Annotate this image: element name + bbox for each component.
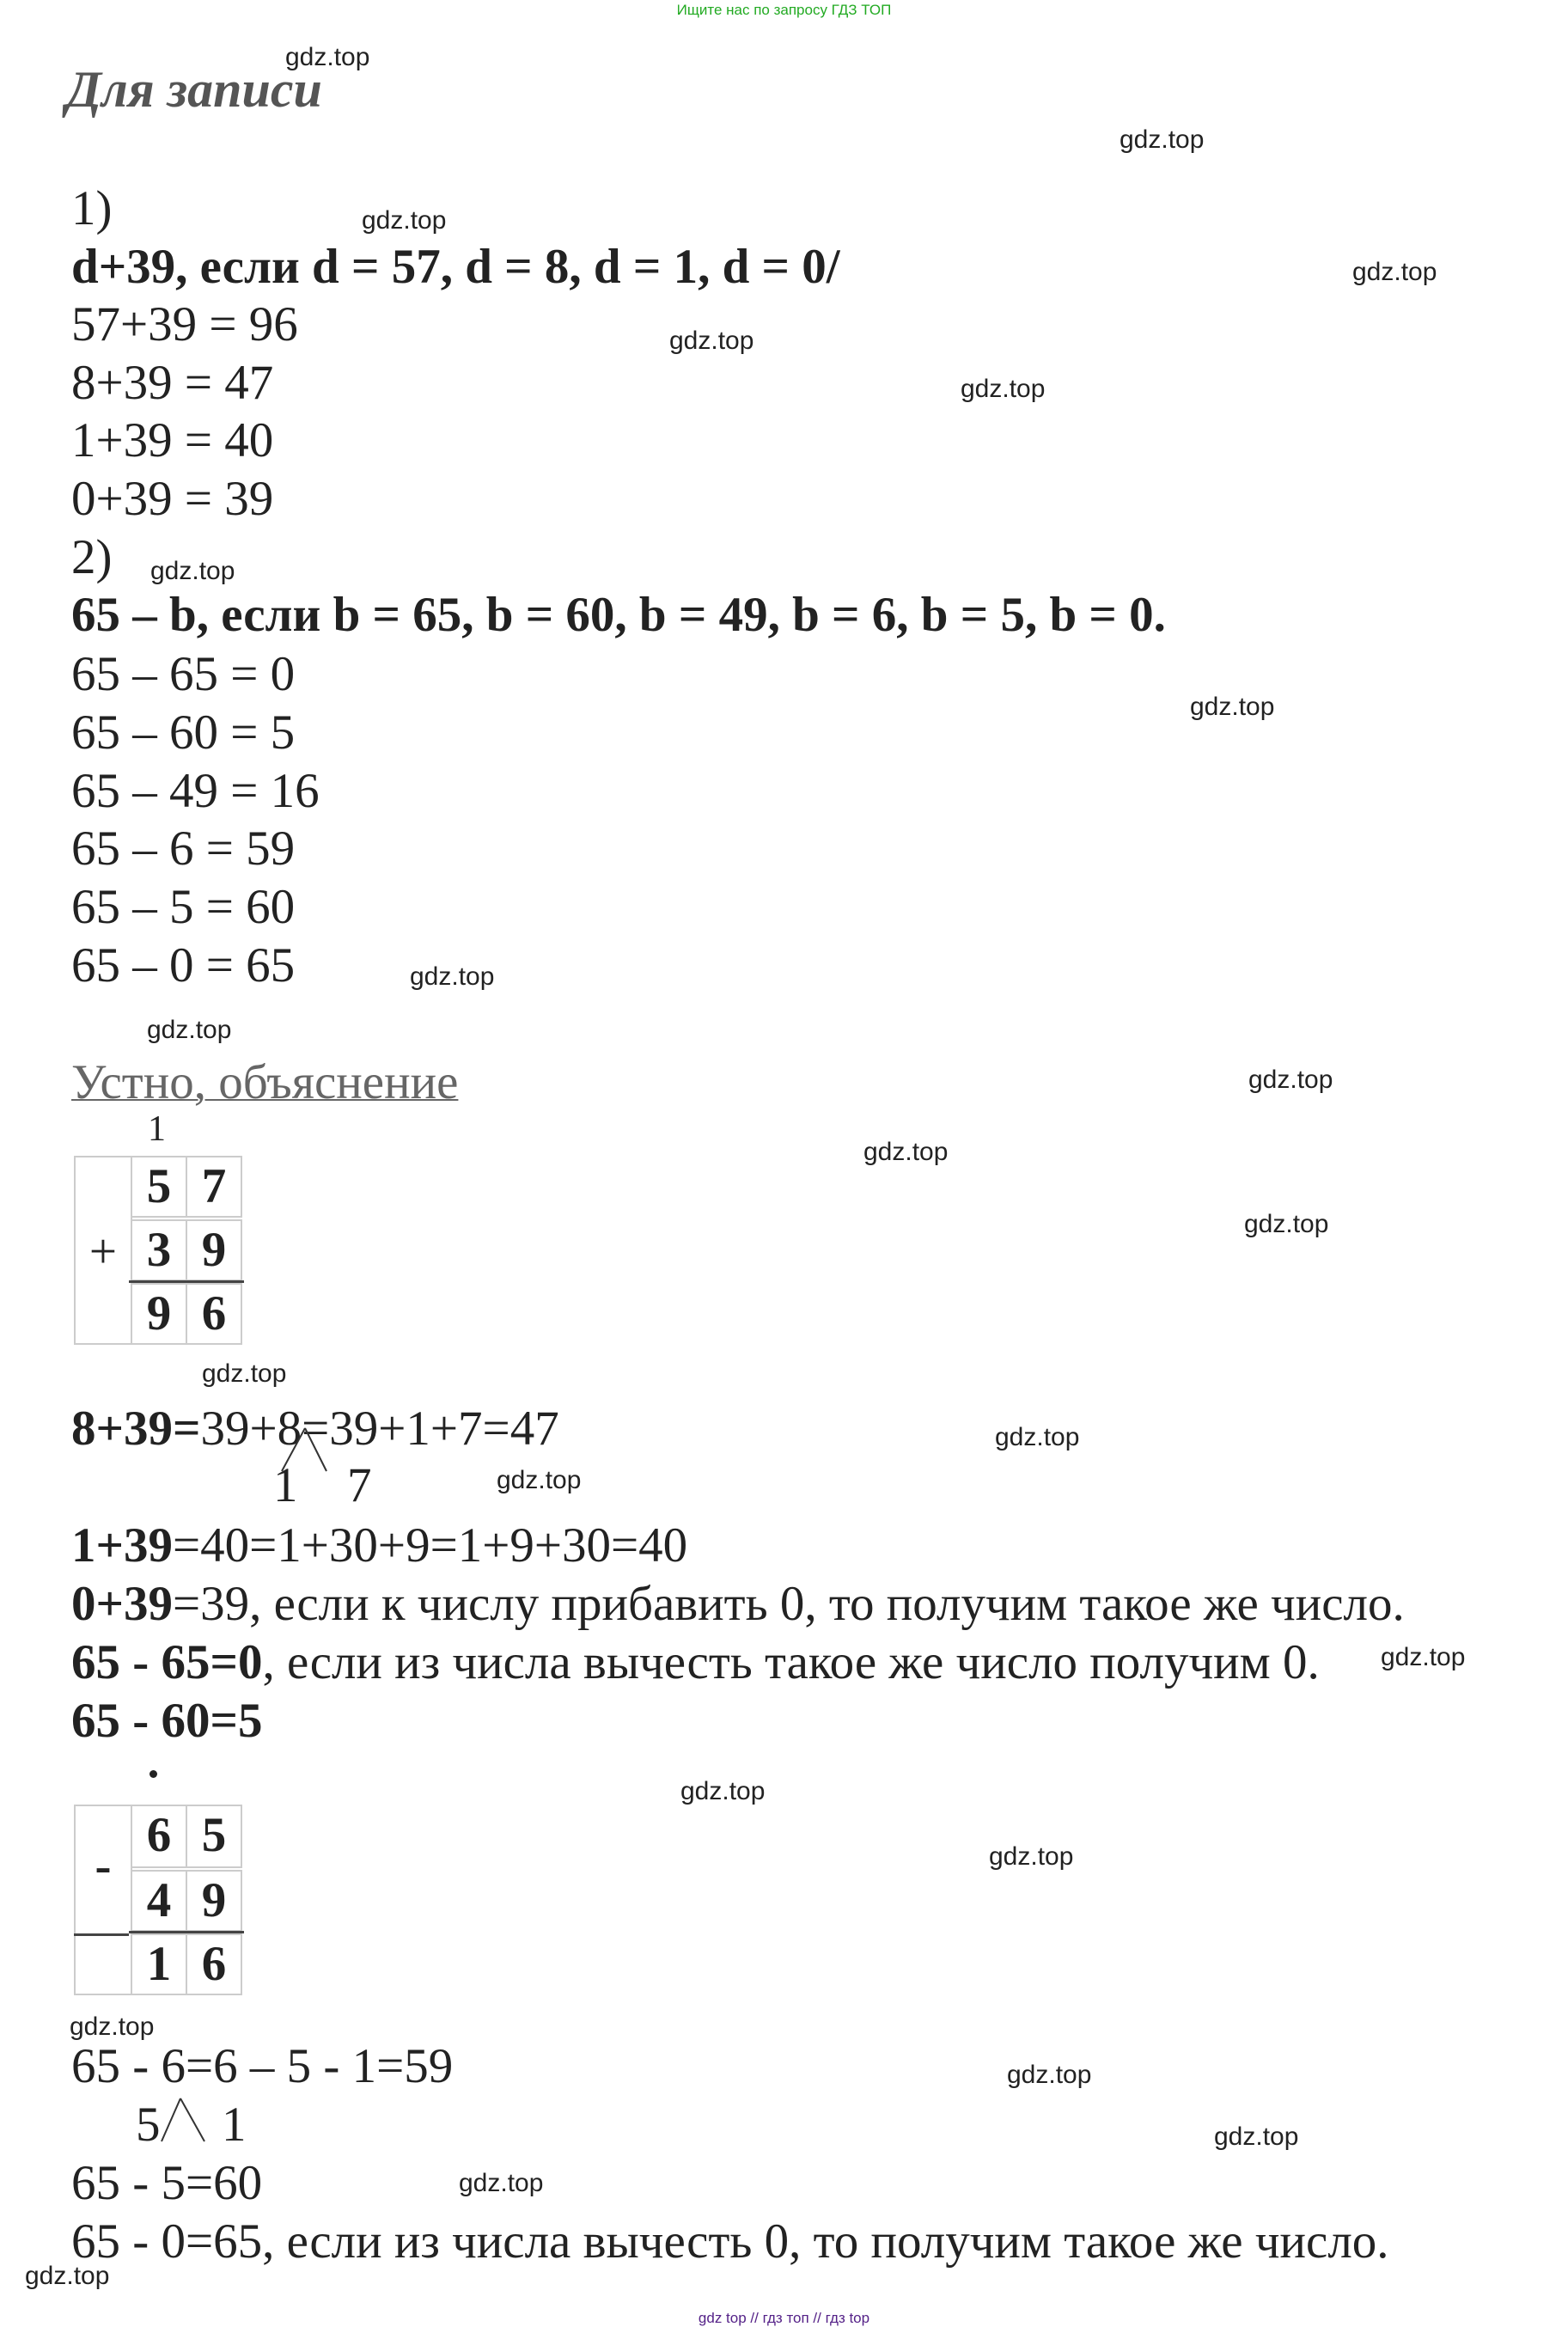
sub-digit: 1 [131, 1933, 187, 1995]
part1-label: 1) [71, 181, 113, 235]
add-digit: 9 [131, 1283, 187, 1345]
part1-line: 57+39 = 96 [71, 297, 298, 351]
part2-line: 65 – 60 = 5 [71, 705, 296, 760]
sub-digit: 9 [186, 1870, 242, 1932]
part2-label: 2) [71, 530, 113, 584]
watermark: gdz.top [1244, 1210, 1329, 1238]
part2-line: 65 – 65 = 0 [71, 647, 296, 701]
watermark: gdz.top [1120, 125, 1205, 154]
watermark: gdz.top [70, 2012, 155, 2041]
oral-line-65-5: 65 - 5=60 [71, 2156, 263, 2210]
watermark: gdz.top [961, 375, 1046, 403]
watermark: gdz.top [680, 1777, 766, 1805]
part1-line: 1+39 = 40 [71, 413, 274, 467]
watermark: gdz.top [863, 1138, 949, 1166]
split-digit: 1 [273, 1458, 298, 1512]
add-digit: 5 [131, 1156, 187, 1218]
oral-line-65-6: 65 - 6=6 – 5 - 1=59 [71, 2039, 454, 2093]
watermark: gdz.top [1007, 2061, 1092, 2089]
oral-heading: Устно, объяснение [71, 1055, 459, 1109]
oral-line-0-39: 0+39=39, если к числу прибавить 0, то получим такое же число. [71, 1577, 1405, 1631]
split-digit: 5 [136, 2098, 161, 2152]
sub-sign-line [74, 1933, 129, 1936]
add-carry: 1 [148, 1109, 166, 1149]
sub-digit: 4 [131, 1870, 187, 1932]
watermark: gdz.top [202, 1359, 287, 1388]
part1-task: d+39, если d = 57, d = 8, d = 1, d = 0/ [71, 240, 840, 294]
oral-line-65-0: 65 - 0=65, если из числа вычесть 0, то получим такое же число. [71, 2214, 1389, 2269]
add-sign: + [74, 1156, 132, 1345]
split-digit: 7 [347, 1458, 372, 1512]
page-title: Для записи [66, 61, 322, 118]
oral-line-1-39: 1+39=40=1+30+9=1+9+30=40 [71, 1518, 688, 1573]
sub-sign: - [74, 1805, 132, 1995]
split-digit: 1 [222, 2098, 247, 2152]
watermark: gdz.top [1352, 258, 1437, 286]
watermark: gdz.top [285, 43, 370, 71]
watermark: gdz.top [25, 2262, 110, 2290]
part1-line: 8+39 = 47 [71, 356, 274, 410]
borrow-dot [149, 1770, 157, 1778]
add-digit: 6 [186, 1283, 242, 1345]
oral-line-65-65: 65 - 65=0, если из числа вычесть такое же число получим 0. [71, 1635, 1320, 1689]
watermark: gdz.top [1214, 2122, 1299, 2151]
add-digit: 3 [131, 1219, 187, 1281]
watermark: gdz.top [362, 206, 447, 235]
oral-line-8-39: 8+39=39+8=39+1+7=47 [71, 1402, 559, 1456]
footer-links[interactable]: gdz top // гдз топ // гдз top [698, 2310, 870, 2326]
watermark: gdz.top [150, 557, 235, 585]
split-lines [155, 2097, 215, 2148]
top-banner[interactable]: Ищите нас по запросу ГДЗ ТОП [676, 2, 892, 18]
watermark: gdz.top [410, 962, 495, 991]
watermark: gdz.top [669, 327, 754, 355]
watermark: gdz.top [995, 1423, 1080, 1451]
watermark: gdz.top [1190, 693, 1275, 721]
add-digit: 7 [186, 1156, 242, 1218]
watermark: gdz.top [1248, 1066, 1333, 1094]
sub-digit: 5 [186, 1805, 242, 1868]
add-digit: 9 [186, 1219, 242, 1281]
part2-line: 65 – 0 = 65 [71, 938, 296, 992]
watermark: gdz.top [497, 1466, 582, 1494]
part2-line: 65 – 49 = 16 [71, 764, 320, 818]
part1-line: 0+39 = 39 [71, 472, 274, 526]
part2-task: 65 – b, если b = 65, b = 60, b = 49, b = 6, b = 5, b = 0. [71, 588, 1166, 642]
part2-line: 65 – 6 = 59 [71, 821, 296, 876]
watermark: gdz.top [1381, 1643, 1466, 1671]
sub-digit: 6 [131, 1805, 187, 1868]
part2-line: 65 – 5 = 60 [71, 880, 296, 934]
oral-line-65-60: 65 - 60=5 [71, 1694, 263, 1748]
watermark: gdz.top [459, 2169, 544, 2197]
watermark: gdz.top [147, 1016, 232, 1044]
watermark: gdz.top [989, 1842, 1074, 1871]
sub-digit: 6 [186, 1933, 242, 1995]
